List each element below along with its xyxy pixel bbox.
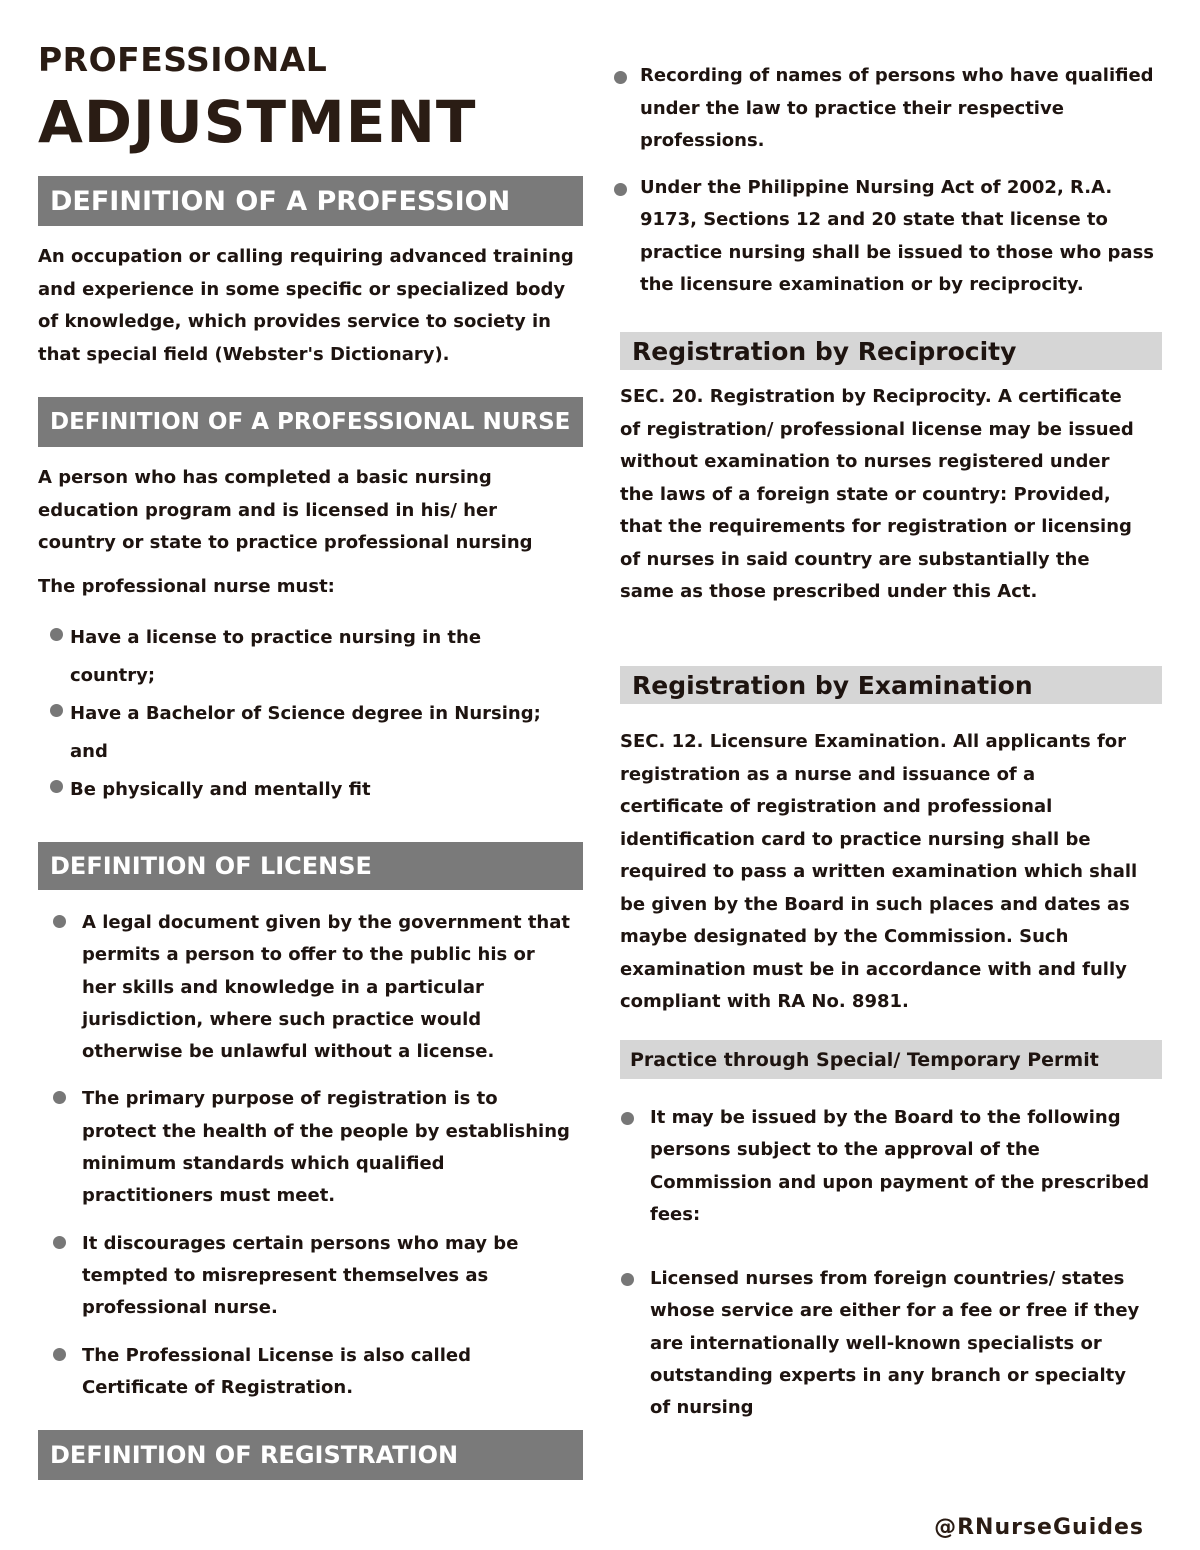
bullet-icon: [50, 628, 63, 641]
heading-definition-registration: DEFINITION OF REGISTRATION: [38, 1430, 583, 1480]
list-item: [620, 1263, 1150, 1424]
heading-registration-reciprocity: Registration by Reciprocity: [620, 332, 1162, 370]
list-item-text: The primary purpose of registration is to protect the health of the people by establishing minimum standards which qualified practitioners must meet.: [82, 1088, 570, 1207]
list-item-text: Have a license to practice nursing in the country;: [70, 627, 482, 686]
list-item-text: Have a Bachelor of Science degree in Nursing; and: [70, 703, 541, 762]
license-list: [50, 907, 570, 1404]
nurse-must-label: The professional nurse must:: [38, 576, 335, 597]
nurse-definition-text: A person who has completed a basic nursing education program and is licensed in his/ her country or state to practice professional nursing: [38, 467, 533, 553]
list-item-text: It discourages certain persons who may be tempted to misrepresent themselves as professional nurse.: [82, 1232, 519, 1319]
bullet-icon: [621, 1112, 634, 1125]
profession-definition-text: An occupation or calling requiring advanced training and experience in some specific or specialized body of knowledge, which provides service to society in that special field (Webster's Dictionary).: [38, 246, 574, 365]
heading-registration-examination: Registration by Examination: [620, 666, 1162, 704]
list-item: [50, 1083, 570, 1212]
reciprocity-text: SEC. 20. Registration by Reciprocity. A certificate of registration/ professional license may be issued without examination to nurses registered under the laws of a foreign state or country: Provided, that the requirements for registration or licensing of nurses in said country are substantially the same as those prescribed under this Act.: [620, 386, 1134, 602]
bullet-icon: [614, 183, 627, 196]
list-item-text: Be physically and mentally fit: [70, 779, 371, 800]
permit-list: [620, 1102, 1150, 1425]
list-item-text: The Professional License is also called Certificate of Registration.: [82, 1344, 471, 1398]
list-item: [50, 619, 560, 695]
list-item-text: Under the Philippine Nursing Act of 2002, R.A. 9173, Sections 12 and 20 state that license to practice nursing shall be issued to those who pass the licensure examination or by reciprocity.: [640, 176, 1155, 295]
bullet-icon: [53, 1236, 66, 1249]
bullet-icon: [50, 780, 63, 793]
list-item-text: A legal document given by the government that permits a person to offer to the public his or her skills and knowledge in a particular jurisdiction, where such practice would otherwise be unlawful without a license.: [82, 912, 570, 1063]
author-credit: @RNurseGuides: [934, 1515, 1144, 1540]
list-item: [50, 771, 560, 809]
bullet-icon: [50, 704, 63, 717]
list-item: [612, 172, 1167, 302]
heading-definition-license: DEFINITION OF LICENSE: [38, 842, 583, 890]
examination-text: SEC. 12. Licensure Examination. All applicants for registration as a nurse and issuance of a certificate of registration and professional identification card to practice nursing shall be required to pass a written examination which shall be given by the Board in such places and dates as maybe designated by the Commission. Such examination must be in accordance with and fully compliant with RA No. 8981.: [620, 731, 1138, 1012]
registration-definition-list: [612, 60, 1167, 302]
list-item: [50, 1340, 570, 1405]
list-item: [620, 1102, 1150, 1231]
list-item: [50, 1228, 570, 1325]
bullet-icon: [614, 71, 627, 84]
page-title: ADJUSTMENT: [38, 88, 477, 156]
list-item-text: It may be issued by the Board to the following persons subject to the approval of the Commission and upon payment of the prescribed fees:: [650, 1107, 1150, 1225]
bullet-icon: [53, 915, 66, 928]
bullet-icon: [53, 1348, 66, 1361]
nurse-requirements-list: [50, 619, 560, 809]
bullet-icon: [53, 1091, 66, 1104]
bullet-icon: [621, 1273, 634, 1286]
title-line-1: PROFESSIONAL: [38, 40, 328, 79]
heading-special-temporary-permit: Practice through Special/ Temporary Permit: [620, 1040, 1162, 1079]
list-item: [612, 60, 1167, 158]
list-item: [50, 695, 560, 771]
heading-definition-professional-nurse: DEFINITION OF A PROFESSIONAL NURSE: [38, 397, 583, 447]
list-item-text: Recording of names of persons who have qualified under the law to practice their respective professions.: [640, 65, 1154, 151]
list-item-text: Licensed nurses from foreign countries/ states whose service are either for a fee or free if they are internationally well-known specialists or outstanding experts in any branch or specialty of nursing: [650, 1268, 1140, 1419]
heading-definition-profession: DEFINITION OF A PROFESSION: [38, 176, 583, 226]
list-item: [50, 907, 570, 1068]
